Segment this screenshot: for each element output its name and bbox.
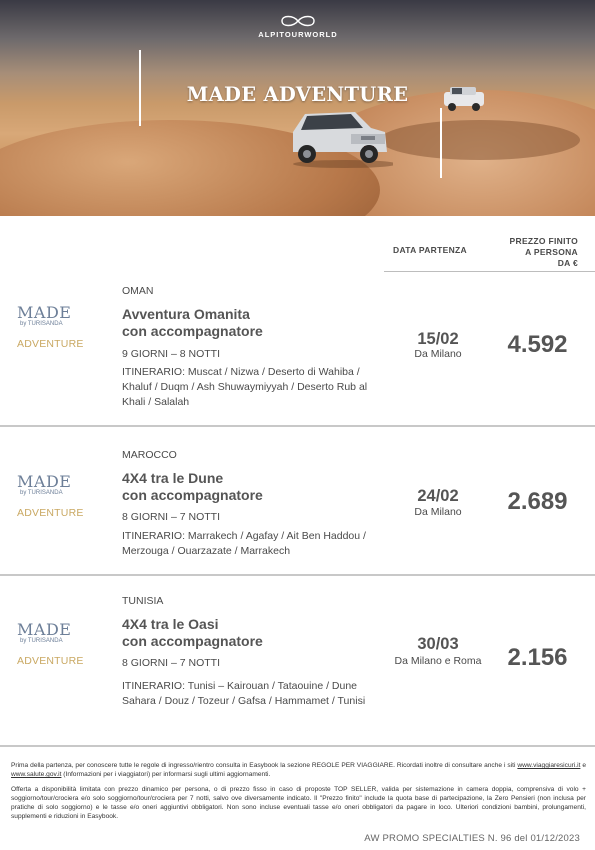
note-text: (Informazioni per i viaggiatori) per informarsi sugli ultimi aggiornamenti.: [61, 771, 271, 778]
made-adventure-logo: [17, 474, 87, 519]
made-logo-text: MADE: [17, 303, 72, 322]
price-header-line: A PERSONA: [525, 247, 578, 257]
offer-title-line: con accompagnatore: [122, 323, 263, 339]
footer-divider: [0, 745, 595, 747]
departure-city: Da Milano: [414, 506, 462, 518]
row-divider: [0, 425, 595, 427]
promo-reference: AW PROMO SPECIALTIES N. 96 del 01/12/2023: [364, 833, 580, 844]
price-column-header: [488, 236, 578, 269]
departure-date: 24/02: [417, 487, 459, 505]
made-logo-text: MADE: [17, 472, 72, 491]
note-text: e: [580, 762, 587, 769]
offer-title-line: 4X4 tra le Oasi: [122, 616, 219, 632]
dune-shadow: [380, 120, 580, 160]
decor-line: [440, 108, 442, 178]
offer-country: TUNISIA: [122, 595, 164, 607]
offer-price: 4.592: [507, 331, 568, 358]
offer-title-line: Avventura Omanita: [122, 306, 250, 322]
offer-title: [122, 616, 372, 650]
salute-link[interactable]: www.salute.gov.it: [11, 771, 62, 778]
offer-itinerary: ITINERARIO: Tunisi – Kairouan / Tataouine / Dune Sahara / Douz / Tozeur / Gafsa / Hammamet / Tunisi: [122, 680, 366, 707]
offer-itinerary: ITINERARIO: Muscat / Nizwa / Deserto di Wahiba / Khaluf / Duqm / Ash Shuwaymiyyah / Deserto Rub al Khali / Salalah: [122, 366, 368, 408]
travel-rules-note: [11, 761, 586, 779]
departure-date: 15/02: [417, 330, 459, 348]
viaggiaresicuri-link[interactable]: www.viaggiaresicuri.it: [517, 762, 581, 769]
price-header-line: DA €: [557, 258, 578, 268]
offer-country: MAROCCO: [122, 449, 177, 461]
row-divider: [0, 574, 595, 576]
departure-city: Da Milano e Roma: [394, 655, 482, 667]
offer-duration: 8 GIORNI – 7 NOTTI: [122, 511, 221, 523]
departure-city: Da Milano: [414, 348, 462, 360]
date-column-header: DATA PARTENZA: [393, 245, 467, 255]
by-turisanda-text: by TURISANDA: [20, 321, 63, 327]
made-logo-text: MADE: [17, 620, 72, 639]
offer-title-line: con accompagnatore: [122, 487, 263, 503]
offer-conditions-note: Offerta a disponibilità limitata con prezzo dinamico per persona, o di prezzo fisso in caso di proposte TOP SELLER, valida per sistemazione in camera doppia, comprensiva di volo + soggiorno/tour/crociera e/o solo soggiorno/tour/crociera per 7 notti, salvo ove diversamente indicato. Il "Prezzo finito" include la quota base di partecipazione, la Zero Pensieri (non inclusa per pratiche di solo soggiorno) e le tasse e/o oneri aggiuntivi obbligatori. Non sono incluse eventuali tasse e/o oneri obbligatori da pagare in loco. Ulteriori condizioni bambini, prolungamenti, supplementi e riduzioni in Easybook.: [11, 786, 586, 820]
price-header-line: PREZZO FINITO: [509, 236, 578, 246]
by-turisanda-text: by TURISANDA: [20, 638, 63, 644]
suv-image: [440, 84, 492, 114]
alpitour-logo: [248, 14, 348, 39]
offer-price: 2.689: [507, 488, 568, 515]
brand-name: ALPITOURWORLD: [258, 30, 338, 39]
suv-image: [285, 106, 393, 168]
offer-title: [122, 470, 372, 504]
note-text: Prima della partenza, per conoscere tutte le regole di ingresso/rientro consulta in Easybook la sezione REGOLE PER VIAGGIARE. Ricordati inoltre di consultare anche i siti: [11, 762, 518, 769]
offer-country: OMAN: [122, 285, 154, 297]
offer-title-line: con accompagnatore: [122, 633, 263, 649]
offer-duration: 9 GIORNI – 8 NOTTI: [122, 348, 221, 360]
hero-banner: [0, 0, 595, 216]
adventure-logo-text: ADVENTURE: [17, 338, 84, 350]
decor-line: [139, 50, 141, 126]
adventure-logo-text: ADVENTURE: [17, 507, 84, 519]
made-adventure-logo: [17, 305, 87, 350]
adventure-logo-text: ADVENTURE: [17, 655, 84, 667]
header-divider: [384, 271, 595, 272]
offer-itinerary: ITINERARIO: Marrakech / Agafay / Ait Ben Haddou / Merzouga / Ouarzazate / Marrakech: [122, 530, 366, 557]
departure-date: 30/03: [417, 635, 459, 653]
made-adventure-logo: [17, 622, 87, 667]
hero-title: MADE ADVENTURE: [186, 83, 409, 106]
infinity-icon: [276, 14, 320, 28]
offer-title-line: 4X4 tra le Dune: [122, 470, 224, 486]
offer-price: 2.156: [507, 644, 568, 671]
offer-duration: 8 GIORNI – 7 NOTTI: [122, 657, 221, 669]
offer-title: [122, 306, 372, 340]
by-turisanda-text: by TURISANDA: [20, 490, 63, 496]
